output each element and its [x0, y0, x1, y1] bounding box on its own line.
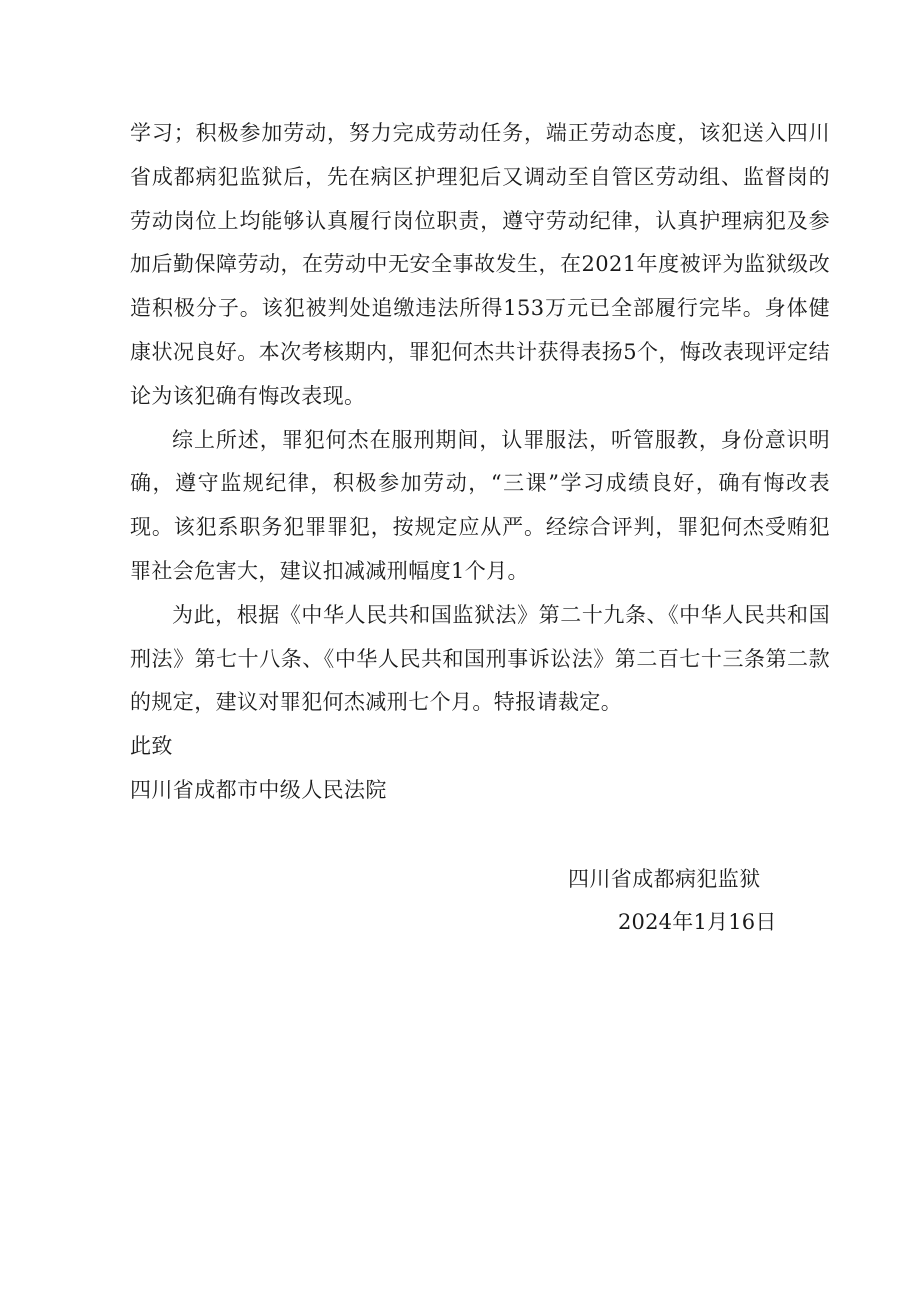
salutation: 此致 — [130, 734, 173, 759]
document-body — [130, 112, 830, 813]
signature-organization: 四川省成都病犯监狱 — [568, 867, 761, 891]
paragraph-legal-basis: 为此，根据《中华人民共和国监狱法》第二十九条、《中华人民共和国刑法》第七十八条、《中华人民共和国刑事诉讼法》第二百七十三条第二款的规定，建议对罪犯何杰减刑七个月。特报请裁定。 — [130, 602, 830, 715]
paragraph-summary: 综上所述，罪犯何杰在服刑期间，认罪服法，听管服教，身份意识明确，遵守监规纪律，积极参加劳动，“三课”学习成绩良好，确有悔改表现。该犯系职务犯罪罪犯，按规定应从严。经综合评判，罪犯何杰受贿犯罪社会危害大，建议扣减减刑幅度1个月。 — [130, 427, 830, 583]
paragraph-continuation: 学习；积极参加劳动，努力完成劳动任务，端正劳动态度，该犯送入四川省成都病犯监狱后，先在病区护理犯后又调动至自管区劳动组、监督岗的劳动岗位上均能够认真履行岗位职责，遵守劳动纪律，认真护理病犯及参加后勤保障劳动，在劳动中无安全事故发生，在2021年度被评为监狱级改造积极分子。该犯被判处追缴违法所得153万元已全部履行完毕。身体健康状况良好。本次考核期内，罪犯何杰共计获得表扬5个，悔改表现评定结论为该犯确有悔改表现。 — [130, 121, 830, 408]
signature-date: 2024年1月16日 — [618, 910, 777, 934]
recipient: 四川省成都市中级人民法院 — [130, 777, 387, 802]
